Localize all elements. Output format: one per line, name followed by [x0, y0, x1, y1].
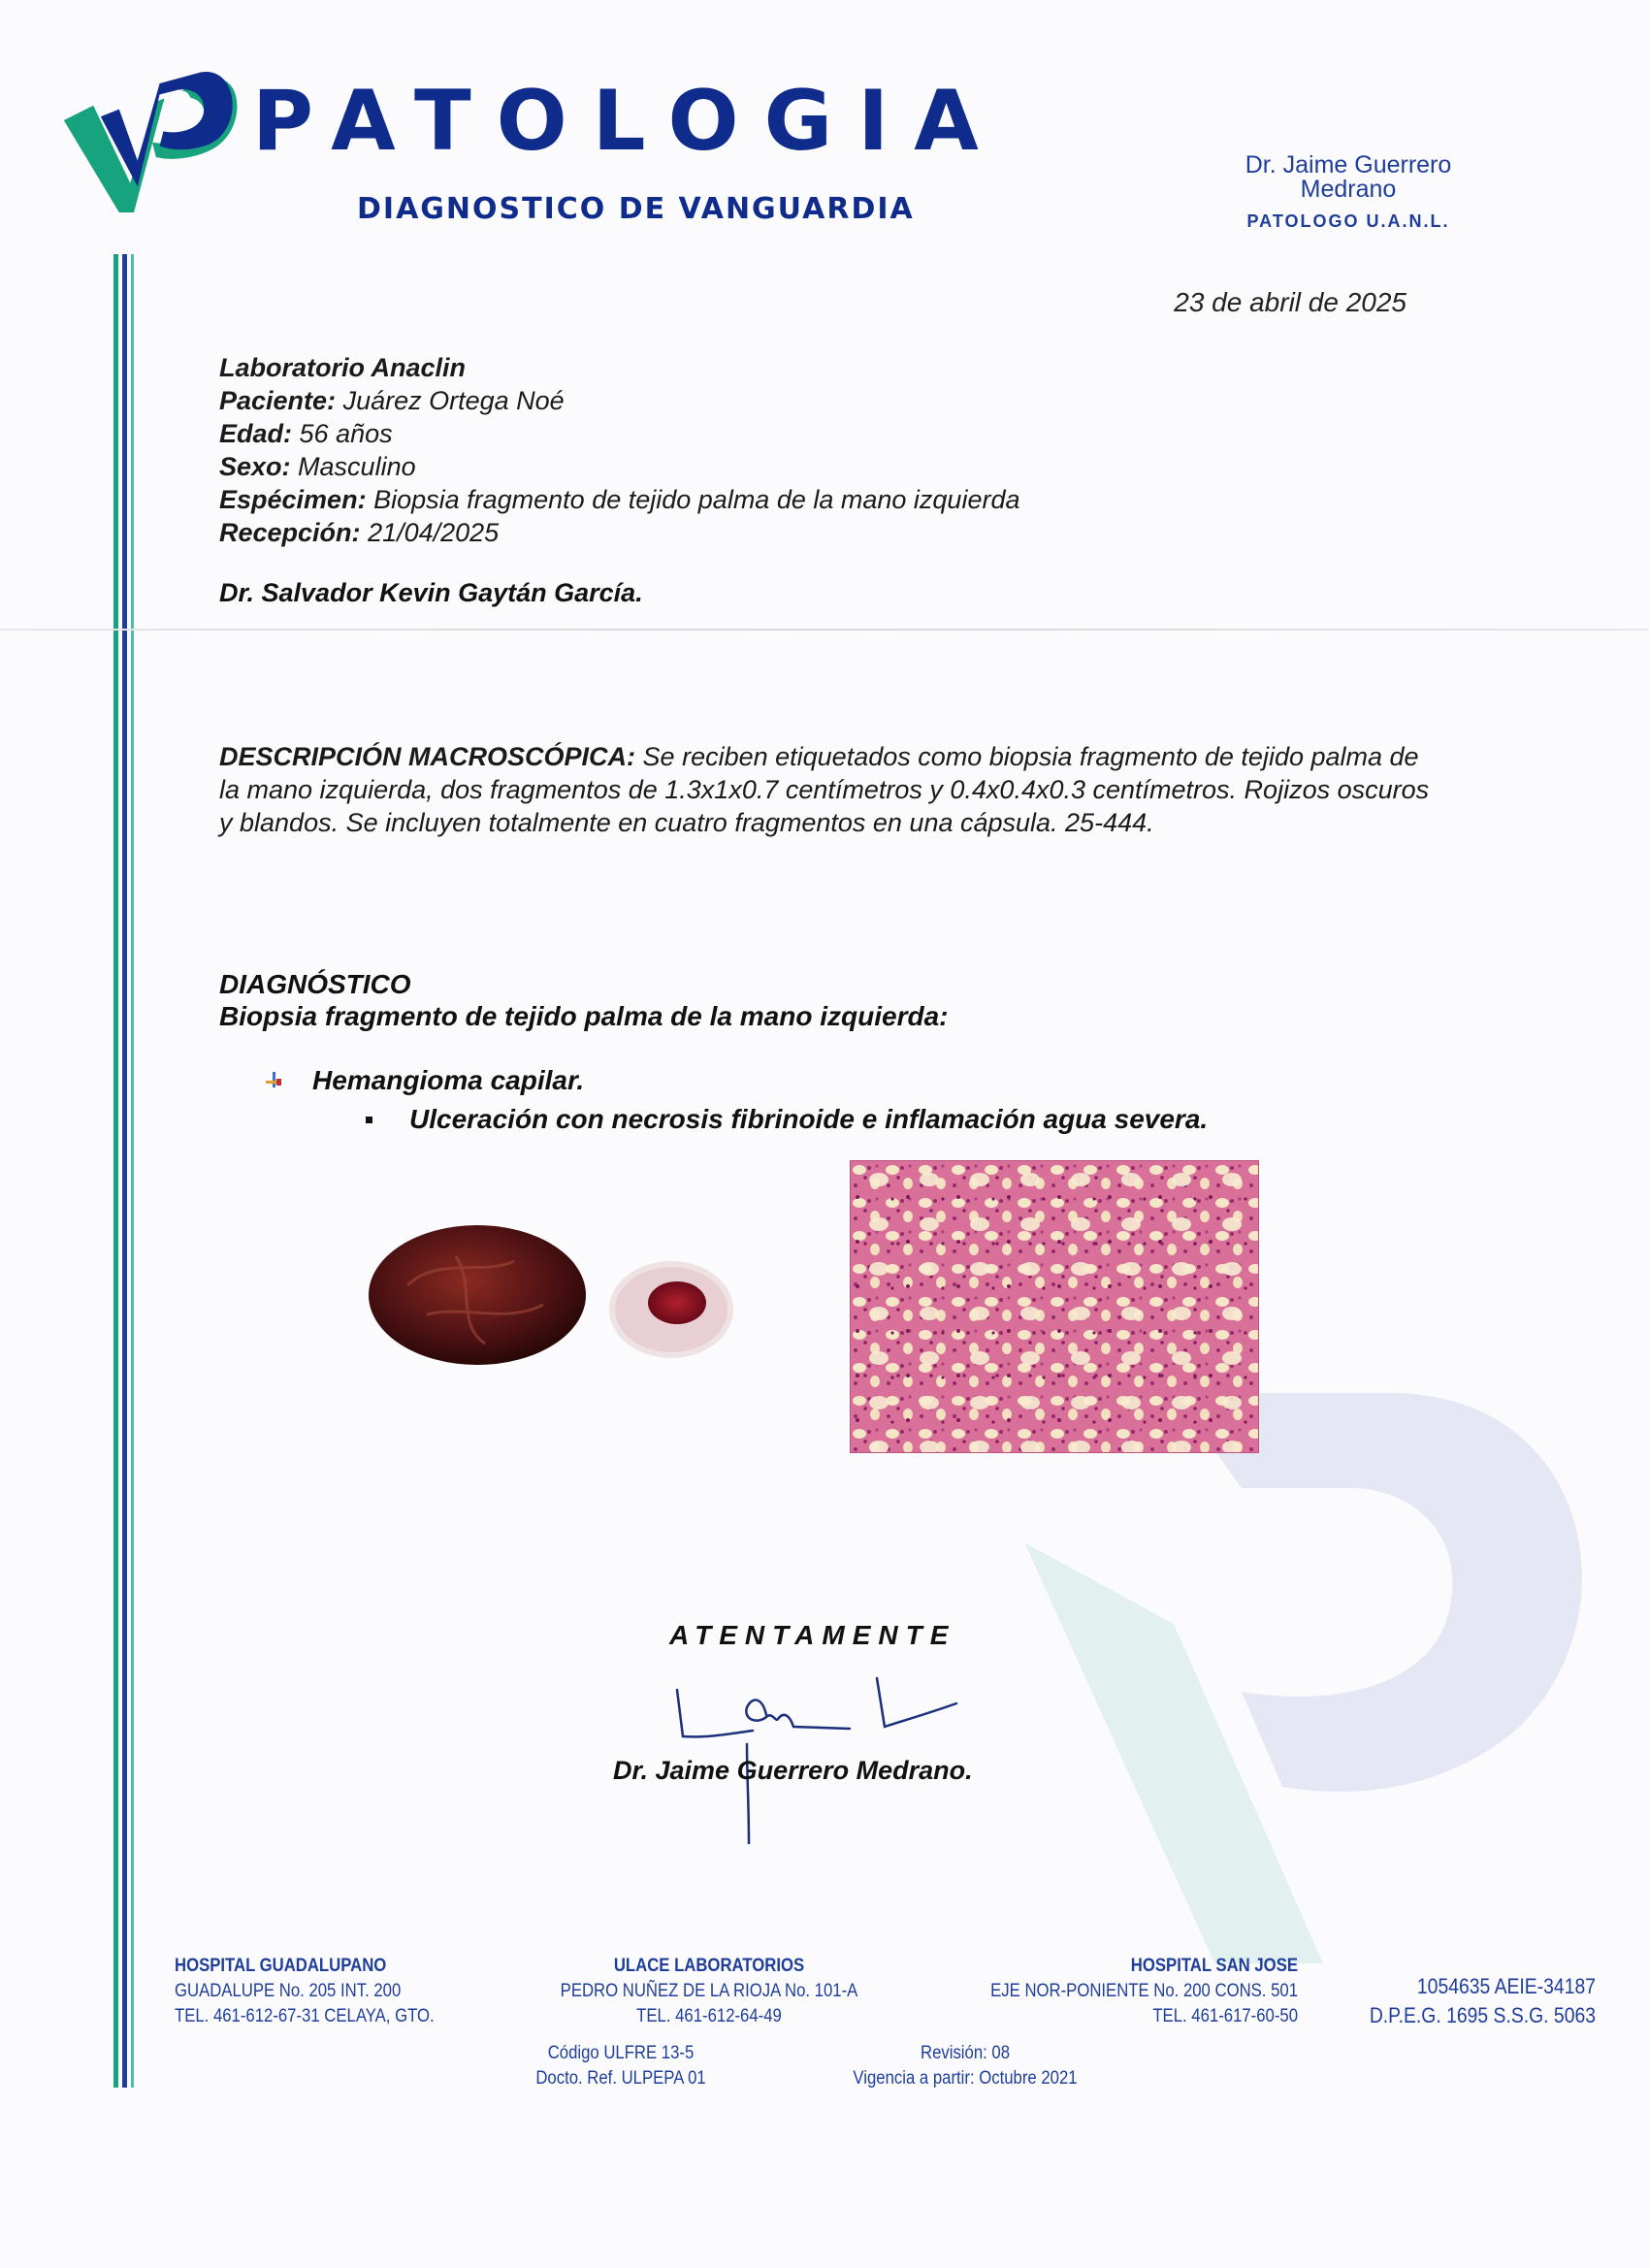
macroscopic-label: DESCRIPCIÓN MACROSCÓPICA: — [219, 742, 636, 771]
diagnosis-item-primary: Hemangioma capilar. — [312, 1065, 585, 1095]
footer-revision-1: Revisión: 08 — [920, 2043, 1011, 2063]
specimen-row — [219, 483, 1383, 516]
reception-value: 21/04/2025 — [368, 518, 500, 547]
reception-label: Recepción: — [219, 518, 361, 547]
square-bullet-icon — [366, 1117, 372, 1123]
footer-doc-code-2: Docto. Ref. ULPEPA 01 — [535, 2068, 706, 2089]
margin-bar-navy — [122, 254, 127, 2088]
margin-bar-teal — [131, 254, 134, 2088]
footer-col4-line2: D.P.E.G. 1695 S.S.G. 5063 — [1369, 2003, 1596, 2027]
footer-col1-line2: TEL. 461-612-67-31 CELAYA, GTO. — [175, 2006, 435, 2026]
sex-label: Sexo: — [219, 452, 291, 481]
patient-info — [219, 351, 1383, 549]
patient-value: Juárez Ortega Noé — [342, 386, 565, 415]
specimen-label: Espécimen: — [219, 485, 367, 514]
signer-name: Dr. Jaime Guerrero Medrano. — [613, 1756, 973, 1785]
footer-col1-title: HOSPITAL GUADALUPANO — [175, 1956, 387, 1976]
paper-fold-line — [0, 629, 1649, 631]
footer-col4-line1: 1054635 AEIE-34187 — [1416, 1974, 1596, 1998]
patient-row — [219, 384, 1383, 417]
sex-row — [219, 450, 1383, 483]
age-value: 56 años — [299, 419, 393, 448]
sex-value: Masculino — [298, 452, 416, 481]
macroscopic-text: Se reciben etiquetados como biopsia fragmento de tejido palma de la mano izquierda, dos fragmentos de 1.3x1x0.7 centímetros y 0.4x0.4x0.3 centímetros. Rojizos oscuros y blandos. Se incluyen totalmente en cuatro fragmentos en una cápsula. 25-444. — [219, 742, 1430, 837]
referring-doctor: Dr. Salvador Kevin Gaytán García. — [219, 578, 643, 607]
footer-registrations — [1352, 1972, 1596, 2030]
footer-col3-line1: EJE NOR-PONIENTE No. 200 CONS. 501 — [990, 1981, 1298, 2001]
diagnosis-item-secondary: Ulceración con necrosis fibrinoide e inflamación agua severa. — [409, 1104, 1209, 1134]
laboratory-name: Laboratorio Anaclin — [219, 353, 467, 382]
specimen-photo — [369, 1217, 776, 1373]
footer-col3-title: HOSPITAL SAN JOSE — [1130, 1956, 1298, 1976]
macroscopic-description — [219, 740, 1441, 839]
footer-document-code — [527, 2041, 715, 2091]
age-label: Edad: — [219, 419, 293, 448]
patient-label: Paciente: — [219, 386, 337, 415]
footer-hospital-guadalupano — [175, 1954, 465, 2029]
header-doctor-title: PATOLOGO U.A.N.L. — [1246, 211, 1450, 231]
footer-col2-title: ULACE LABORATORIOS — [613, 1956, 805, 1976]
footer-revision — [824, 2041, 1106, 2091]
specimen-value: Biopsia fragmento de tejido palma de la mano izquierda — [373, 485, 1020, 514]
histology-micrograph — [850, 1160, 1259, 1453]
footer-hospital-san-jose — [889, 1954, 1298, 2029]
footer-col3-line2: TEL. 461-617-60-50 — [1152, 2006, 1298, 2026]
age-row — [219, 417, 1383, 450]
footer-doc-code-1: Código ULFRE 13-5 — [547, 2043, 695, 2063]
footer-revision-2: Vigencia a partir: Octubre 2021 — [853, 2068, 1078, 2089]
margin-bar-green — [113, 254, 118, 2088]
report-date: 23 de abril de 2025 — [1174, 287, 1406, 317]
diagnosis-title: DIAGNÓSTICO — [219, 969, 411, 999]
footer-ulace-laboratorios — [530, 1954, 889, 2029]
footer-col1-line1: GUADALUPE No. 205 INT. 200 — [175, 1981, 402, 2001]
closing-salutation: ATENTAMENTE — [669, 1620, 956, 1650]
reception-row — [219, 516, 1383, 549]
pin-bullet-icon — [264, 1070, 283, 1089]
brand-tagline: DIAGNOSTICO DE VANGUARDIA — [357, 192, 915, 226]
footer-col2-line2: TEL. 461-612-64-49 — [636, 2006, 782, 2026]
header-doctor-name: Dr. Jaime Guerrero Medrano — [1245, 151, 1452, 203]
logo-icon — [60, 47, 244, 231]
footer-col2-line1: PEDRO NUÑEZ DE LA RIOJA No. 101-A — [560, 1981, 858, 2001]
brand-name: PATOLOGIA — [252, 73, 1004, 170]
diagnosis-site: Biopsia fragmento de tejido palma de la mano izquierda: — [219, 1001, 949, 1031]
